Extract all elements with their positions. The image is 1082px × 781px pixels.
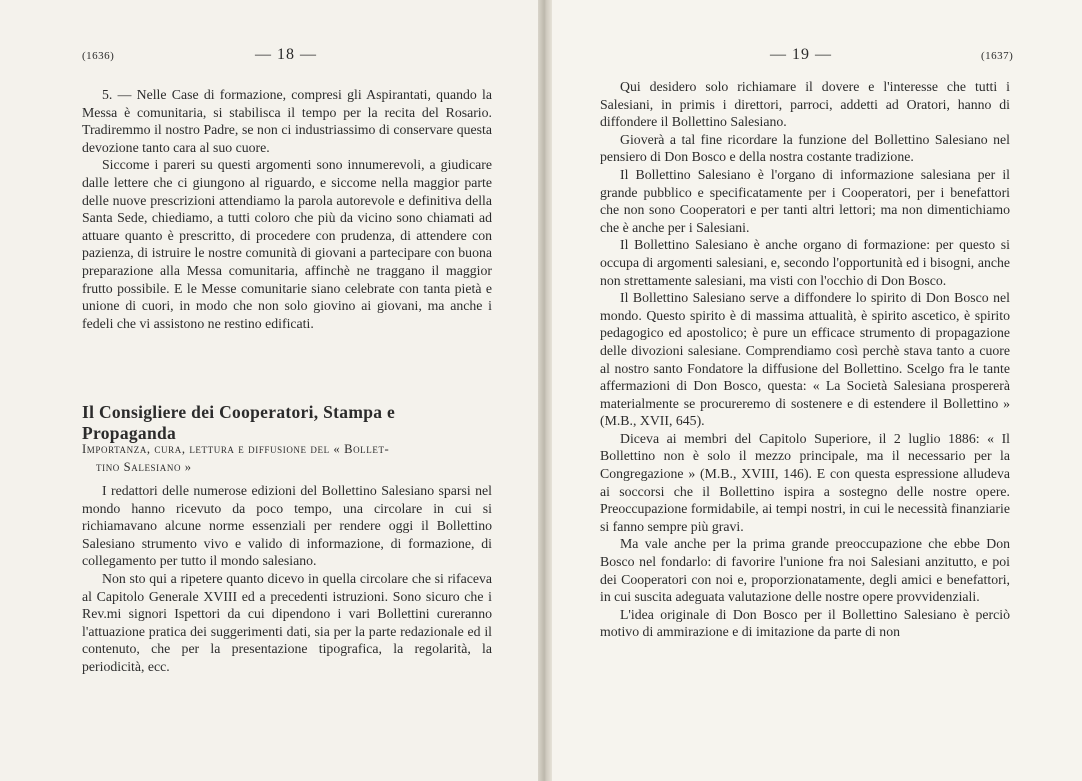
- paragraph: 5. — Nelle Case di formazione, compresi gli Aspirantati, quando la Messa è comunitaria, si stabilisca il tempo per la recita del Rosario. Tradiremmo il nostro Padre, se non ci industriassimo di conservare questa devozione tanto cara al suo cuore.: [82, 87, 492, 155]
- book-gutter: [538, 0, 552, 781]
- paragraph: Il Bollettino Salesiano serve a diffondere lo spirito di Don Bosco nel mondo. Questo spirito è di massima attualità, è spirito ascetico, è spirito pedagogico ed apostolico; è pure un efficace strumento di propagazione delle divozioni salesiane. Comprendiamo così perchè stava tanto a cuore al nostro santo Fondatore la diffusione del Bollettino. Scelgo fra le tante affermazioni di Don Bosco, questa: « La Società Salesiana prospererà materialmente se procureremo di sostenere e di estendere il Bollettino » (M.B., XVII, 645).: [600, 290, 1010, 429]
- subheading-line-2: tino Salesiano »: [96, 459, 192, 474]
- right-body-text: [600, 78, 1010, 641]
- subheading-line-1: Importanza, cura, lettura e diffusione del « Bollet-: [82, 442, 390, 456]
- paragraph: Gioverà a tal fine ricordare la funzione del Bollettino Salesiano nel pensiero di Don Bosco e della nostra costante tradizione.: [600, 131, 1010, 165]
- subheading: [82, 441, 492, 476]
- right-page-number: — 19 —: [770, 46, 832, 63]
- left-margin-number: (1636): [82, 50, 115, 62]
- paragraph: Siccome i pareri su questi argomenti sono innumerevoli, a giudicare dalle lettere che ci giungono al riguardo, e siccome nella maggior parte delle nuove prescrizioni attendiamo la parola autorevole e definitiva della Santa Sede, chiediamo, a tutti coloro che più da vicino sono chiamati ad attuare quanto è prescritto, di procedere con prudenza, di attendere con pazienza, di istruire le nostre comunità di giovani a partecipare con buona preparazione alla Messa comunitaria, affinchè ne traggano il maggior frutto possibile. E le Messe comunitarie siano celebrate con tanta pietà e unione di cuori, in modo che non solo giovino ai giovani, ma anche i fedeli che vi assistono ne restino edificati.: [82, 157, 492, 331]
- paragraph: I redattori delle numerose edizioni del Bollettino Salesiano sparsi nel mondo hanno ricevuto da poco tempo, una circolare in cui si richiamavano alcune norme essenziali per rendere oggi il Bollettino Salesiano strumento vivo e valido di informazione, di formazione, di collegamento per tutto il mondo salesiano.: [82, 483, 492, 569]
- left-intro-text: [82, 86, 492, 332]
- left-page-number: — 18 —: [255, 46, 317, 63]
- paragraph: Diceva ai membri del Capitolo Superiore, il 2 luglio 1886: « Il Bollettino non è solo il mezzo principale, ma il necessario per la Congregazione » (M.B., XVIII, 146). E con questa espressione alludeva ai soccorsi che il Bollettino ispira a sostegno delle nostre opere. Preoccupazione formidabile, ai tempi nostri, in cui le necessità finanziarie si fanno sempre più gravi.: [600, 430, 1010, 534]
- right-margin-number: (1637): [981, 50, 1014, 62]
- paragraph: Non sto qui a ripetere quanto dicevo in quella circolare che si rifaceva al Capitolo Generale XVIII ed a precedenti istruzioni. Sono sicuro che i Rev.mi signori Ispettori da cui dipendono i vari Bollettini cureranno l'attuazione pratica dei suggerimenti dati, sia per la parte redazionale ed il contenuto, che per la presentazione tipografica, la regolarità, la periodicità, ecc.: [82, 570, 492, 674]
- paragraph: Ma vale anche per la prima grande preoccupazione che ebbe Don Bosco nel fondarlo: di favorire l'unione fra noi Salesiani anzitutto, e poi dei Cooperatori con noi e, proporzionatamente, degli amici e benefattori, in cui suscita adeguata valutazione delle nostre opere provvidenziali.: [600, 536, 1010, 605]
- paragraph: Il Bollettino Salesiano è l'organo di informazione salesiana per il grande pubblico e specificatamente per i Cooperatori, per i benefattori che non sono Cooperatori e per tanti altri lettori; ma non dimentichiamo che è anche per i Salesiani.: [600, 166, 1010, 235]
- section-title: Il Consigliere dei Cooperatori, Stampa e Propaganda: [82, 402, 396, 443]
- left-body-text: [82, 482, 492, 676]
- paragraph: Qui desidero solo richiamare il dovere e l'interesse che tutti i Salesiani, in primis i direttori, parroci, addetti ad Oratori, hanno di diffondere il Bollettino Salesiano.: [600, 79, 1010, 130]
- right-page: [552, 0, 1082, 781]
- paragraph: L'idea originale di Don Bosco per il Bollettino Salesiano è perciò motivo di ammirazione e di imitazione da parte di non: [600, 606, 1010, 640]
- left-page: [0, 0, 538, 781]
- paragraph: Il Bollettino Salesiano è anche organo di formazione: per questo si occupa di argomenti salesiani, e, secondo l'opportunità ed i bisogni, anche non strettamente salesiani, ma visti con l'occhio di Don Bosco.: [600, 237, 1010, 288]
